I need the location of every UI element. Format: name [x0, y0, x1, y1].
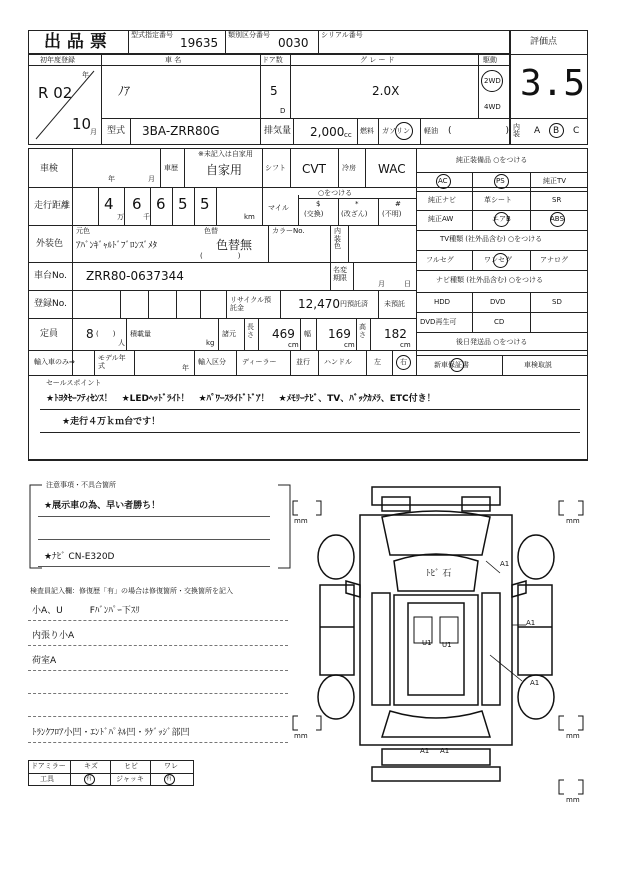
- equip-airbag: エアB: [492, 215, 511, 223]
- width-value: 169: [328, 327, 351, 341]
- legend-scratch: キズ: [84, 762, 98, 770]
- dims-label: 諸元: [222, 330, 236, 338]
- mileage-sen: 千: [143, 213, 150, 221]
- mm-unit-4: mm: [566, 732, 580, 740]
- inspector-line-1: 小A、U Fﾊﾞﾝﾊﾟｰ下ｽﾘ: [32, 606, 140, 616]
- displacement-label: 排気量: [264, 126, 292, 136]
- factory-label: 純正装備品 ○をつける: [456, 156, 528, 164]
- year-unit: 年: [82, 71, 89, 79]
- handle-left: 左: [374, 358, 381, 366]
- recycle-amount: 12,470: [298, 297, 340, 311]
- equip-airbag-circle: [494, 212, 509, 227]
- orig-color: ｱﾊﾞﾝｷﾞｬﾙﾄﾞﾌﾞﾛﾝｽﾞﾒﾀ: [76, 241, 158, 251]
- sales-line-2: ★走行４万ｋｍ台です！: [62, 417, 161, 427]
- orig-color-label: 元色: [76, 227, 90, 235]
- tv-oneseg-circle: [493, 253, 508, 268]
- mileage-man: 万: [117, 213, 124, 221]
- tampered-label: (改ざん): [341, 210, 368, 218]
- equip-nav: 純正ナビ: [428, 196, 456, 204]
- recycle-label: リサイクル預託金: [230, 296, 272, 313]
- dealer-option: ディーラー: [242, 358, 277, 366]
- height-cm: cm: [400, 341, 411, 349]
- damage-mark-4: U1: [422, 639, 432, 647]
- color-change: 色替無: [216, 238, 253, 252]
- mileage-digit-4: 5: [178, 195, 188, 213]
- legend-jack-value: 有: [166, 775, 173, 782]
- legend-tool-value: 有: [86, 775, 93, 782]
- chassis-value: ZRR80-0637344: [86, 269, 184, 283]
- equip-tv: 純正TV: [543, 177, 567, 185]
- interior-b: B: [553, 126, 560, 136]
- load-label: 積載量: [130, 330, 151, 338]
- drive-2wd: 2WD: [484, 77, 501, 85]
- height-label: 高さ: [359, 323, 366, 339]
- ac-value: WAC: [378, 162, 406, 176]
- tv-label: TV種類 (社外品含む) ○をつける: [440, 235, 543, 243]
- ac-label: 冷房: [342, 164, 356, 172]
- damage-mark-2: A1: [500, 560, 510, 568]
- shift-label: シフト: [265, 164, 286, 172]
- fuel-value: ガソリン: [382, 127, 410, 135]
- mm-unit-2: mm: [566, 517, 580, 525]
- interior-color-label: 内装色: [334, 227, 341, 251]
- nav-cd: CD: [494, 318, 505, 326]
- handle-right: 右: [400, 358, 407, 366]
- equip-aw: 純正AW: [428, 215, 454, 223]
- later-manual: 車検取説: [524, 361, 552, 369]
- color-code-label: カラーNo.: [272, 227, 305, 235]
- drive-4wd: 4WD: [484, 103, 501, 111]
- tv-analog: アナログ: [540, 256, 568, 264]
- later-label: 後日発送品 ○をつける: [456, 338, 528, 346]
- ym-month: 月: [378, 280, 385, 288]
- diesel-paren: ( ): [448, 126, 510, 136]
- handle-label: ハンドル: [324, 358, 352, 366]
- damage-mark-3: A1: [526, 619, 536, 627]
- height-value: 182: [384, 327, 407, 341]
- mm-unit-1: mm: [294, 517, 308, 525]
- attach-note: ○をつける: [318, 189, 353, 197]
- category-no: 0030: [278, 36, 309, 50]
- damage-mark-5: U1: [442, 641, 452, 649]
- person-unit: 人: [118, 339, 125, 347]
- color-paren: ( ): [200, 252, 241, 260]
- recycle-unit: 円預託済: [340, 300, 368, 308]
- equip-ps-circle: [494, 174, 509, 189]
- model-label: 型式: [107, 126, 126, 136]
- legend-jack: ジャッキ: [116, 775, 144, 783]
- displacement-value: 2,000: [310, 125, 345, 139]
- door-suffix: D: [280, 107, 286, 115]
- hash-mark: #: [395, 200, 401, 208]
- nav-dvd: DVD: [490, 298, 506, 306]
- capacity-label: 定員: [40, 329, 59, 339]
- width-label: 幅: [304, 330, 311, 338]
- equip-ps: PS: [496, 177, 505, 185]
- usage-value: 自家用: [206, 163, 243, 177]
- mileage-digit-1: 4: [104, 195, 114, 213]
- category-label: 類別区分番号: [228, 31, 270, 39]
- model-value: 3BA-ZRR80G: [142, 124, 220, 138]
- lower-frame: [28, 460, 588, 461]
- usage-note: ※未記入は自家用: [198, 150, 253, 158]
- capacity-value: 8: [86, 327, 94, 341]
- damage-mark-1: ﾄﾋﾞ 石: [426, 569, 452, 579]
- first-reg-month: 10: [72, 115, 92, 133]
- unknown-label: (不明): [382, 210, 402, 218]
- model-year-label: モデル年式: [98, 354, 126, 371]
- nav-dvd-play: DVD再生可: [420, 318, 457, 326]
- doors-value: 5: [270, 84, 278, 98]
- import-type-label: 輸入区分: [198, 358, 226, 366]
- mile-label: マイル: [268, 204, 289, 212]
- rating-value: 3.5: [520, 63, 586, 104]
- exchange-label: (交換): [304, 210, 324, 218]
- length-cm: cm: [288, 341, 299, 349]
- first-reg-label: 初年度登録: [40, 56, 75, 64]
- doors-label: ドア数: [262, 56, 283, 64]
- rating-label: 評価点: [530, 37, 558, 47]
- type-no-label: 型式指定番号: [131, 31, 173, 39]
- chassis-label: 車台No.: [34, 271, 67, 281]
- legend-break: ワレ: [164, 762, 178, 770]
- interior-c: C: [573, 126, 580, 136]
- inspector-line-6: ﾄﾗﾝｸﾌﾛｱ小凹・ｴﾝﾄﾞﾊﾟﾈﾙ凹・ﾗｹﾞｯｼﾞ部凹: [32, 728, 190, 738]
- inspection-month: 月: [148, 175, 155, 183]
- drive-label: 駆動: [483, 56, 497, 64]
- color-no-label: 色替: [204, 227, 218, 235]
- mileage-digit-2: 6: [132, 195, 142, 213]
- car-name: ﾉｱ: [118, 84, 131, 98]
- month-unit: 月: [90, 128, 97, 136]
- car-diagram: [290, 475, 590, 805]
- parallel-option: 並行: [296, 358, 310, 366]
- sales-label: セールスポイント: [46, 379, 102, 387]
- mileage-digit-3: 6: [156, 195, 166, 213]
- form-title: 出 品 票: [44, 32, 107, 52]
- damage-mark-7: A1: [420, 747, 430, 755]
- inspector-line-3: 荷室A: [32, 656, 57, 666]
- legend-mirror: ドアミラー: [31, 762, 66, 770]
- grade-label: グ レ ー ド: [360, 56, 395, 64]
- nav-label: ナビ種類 (社外品含む) ○をつける: [436, 276, 544, 284]
- color-label: 外装色: [36, 239, 64, 249]
- usage-label: 車歴: [164, 164, 178, 172]
- interior-label: 内装: [513, 123, 520, 138]
- length-value: 469: [272, 327, 295, 341]
- equip-abs-circle: [550, 212, 565, 227]
- legend-crack: ヒビ: [124, 762, 138, 770]
- notes-line-2: ★ﾅﾋﾞ CN-E320D: [44, 552, 115, 562]
- first-reg-era: R 02: [38, 84, 73, 102]
- damage-mark-8: A1: [440, 747, 450, 755]
- cc-unit: cc: [344, 131, 352, 139]
- equip-leather: 革シート: [484, 196, 512, 204]
- model-year-unit: 年: [182, 364, 189, 372]
- notes-line-1: ★展示車の為、早い者勝ち！: [44, 501, 161, 511]
- length-label: 長さ: [247, 323, 254, 339]
- damage-mark-6: A1: [530, 679, 540, 687]
- reg-label: 登録No.: [34, 299, 67, 309]
- legend-tool: 工具: [40, 775, 54, 783]
- tv-fullseg: フルセグ: [426, 256, 454, 264]
- mileage-km: km: [244, 213, 255, 221]
- inspection-label: 車検: [40, 164, 59, 174]
- inspector-label: 検査員記入欄：修復歴「有」の場合は修復箇所・交換箇所を記入: [30, 587, 233, 595]
- notes-label: 注意事項・不具合箇所: [46, 481, 116, 489]
- grade-value: 2.0X: [372, 84, 400, 98]
- import-label: 輸入車のみ⇒: [34, 358, 75, 366]
- kg-unit: kg: [206, 339, 215, 347]
- equip-abs: ABS: [550, 215, 564, 223]
- width-cm: cm: [344, 341, 355, 349]
- mileage-digit-5: 5: [200, 195, 210, 213]
- capacity-paren: ( ): [96, 330, 116, 338]
- fuel-label: 燃料: [360, 127, 374, 135]
- unpaid-label: 未預託: [384, 300, 405, 308]
- later-warranty: 新車保証書: [434, 361, 469, 369]
- diesel-label: 軽油: [424, 127, 438, 135]
- serial-label: シリアル番号: [321, 31, 363, 39]
- ym-day: 日: [404, 280, 411, 288]
- name-change-label: 名変期限: [333, 266, 347, 283]
- inspector-line-2: 内張り小A: [32, 631, 75, 641]
- nav-sd: SD: [552, 298, 562, 306]
- mileage-label: 走行距離: [34, 201, 71, 211]
- mm-unit-3: mm: [294, 732, 308, 740]
- nav-hdd: HDD: [434, 298, 451, 306]
- equip-ac-circle: [436, 174, 451, 189]
- shift-value: CVT: [302, 162, 326, 176]
- equip-ac: AC: [438, 177, 448, 185]
- inspection-year: 年: [108, 175, 115, 183]
- type-no: 19635: [180, 36, 219, 50]
- sales-line-1: ★ﾄﾖﾀｾｰﾌﾃｨｾﾝｽ！ ★LEDﾍｯﾄﾞﾗｲﾄ！ ★ﾊﾟﾜｰｽﾗｲﾄﾞﾄﾞｱ！ ★ﾒﾓﾘｰﾅﾋﾞ、TV、ﾊﾞｯｸｶﾒﾗ、ETC付き！: [46, 394, 436, 404]
- car-name-label: 車 名: [165, 56, 182, 64]
- equip-sr: SR: [552, 196, 562, 204]
- tv-oneseg: ワンセグ: [484, 256, 512, 264]
- later-warranty-circle: [450, 358, 464, 372]
- interior-a: A: [534, 126, 541, 136]
- mm-unit-5: mm: [566, 796, 580, 804]
- dollar-mark: $: [316, 200, 321, 208]
- asterisk-mark: *: [355, 200, 359, 208]
